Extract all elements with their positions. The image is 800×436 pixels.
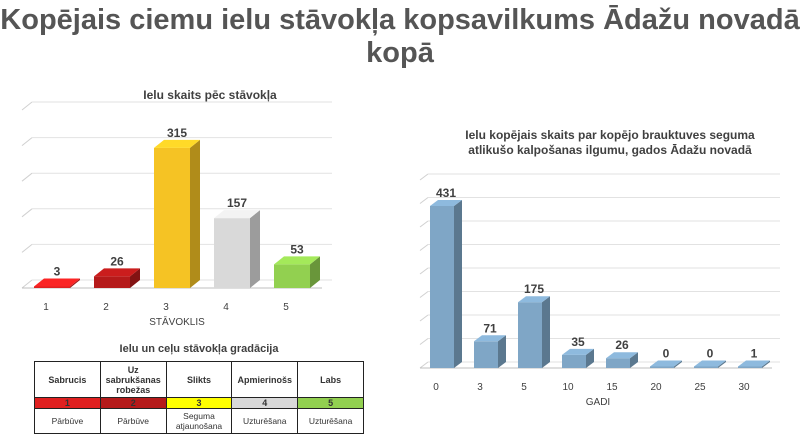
chart2-bar-side [542,296,550,368]
gradation-header-row [35,362,364,398]
chart2-gridline [420,315,428,321]
chart1-tick-label: 5 [283,302,289,313]
chart2-tick-label: 0 [433,382,439,393]
chart2-tick-label: 3 [477,382,483,393]
gradation-action-row [35,409,364,434]
gradation-action: Pārbūve [100,409,166,434]
chart1-data-label: 315 [166,125,188,140]
gradation-level-row [35,398,364,409]
chart2-gridline [420,362,428,368]
gradation-title: Ielu un ceļu stāvokļa gradācija [119,343,279,355]
chart2-data-label: 431 [435,185,457,200]
chart2-bar [650,367,674,369]
gradation-table [34,361,364,434]
gradation-action: Uzturēšana [232,409,298,434]
chart2-tick-label: 10 [562,382,574,393]
gradation-level: 5 [298,398,364,409]
gradation-name: Slikts [166,362,232,398]
chart1-x-axis-title: STĀVOKLIS [149,317,205,328]
gradation-name: Uz sabrukšanas robežas [100,362,166,398]
gradation-level: 3 [166,398,232,409]
chart2-tick-label: 20 [650,382,662,393]
chart2-data-label: 0 [662,346,670,361]
gradation-action: Seguma atjaunošana [166,409,232,434]
chart2-data-label: 175 [523,282,545,297]
chart2-data-label: 1 [750,346,758,361]
chart2-bar [606,358,630,368]
chart2-data-label: 0 [706,346,714,361]
chart1-data-label: 53 [290,242,304,257]
gradation-level: 4 [232,398,298,409]
page-title: Kopējais ciemu ielu stāvokļa kopsavilkums Ādažu novadā kopā [0,4,800,69]
chart2-bar-top [694,361,726,367]
chart2-data-label: 71 [483,321,497,336]
chart2-gridline [420,198,428,204]
chart2-data-label: 26 [615,338,629,353]
chart2-bar-top [650,361,682,367]
gradation-level: 1 [35,398,101,409]
chart2-gridline [420,292,428,298]
chart1-tick-label: 4 [223,302,229,313]
chart2-gridline [420,221,428,227]
chart1-tick-label: 3 [163,302,169,313]
chart2-data-label: 35 [571,334,585,349]
chart2-gridline [420,268,428,274]
chart2-bar-side [454,200,462,368]
gradation-action: Uzturēšana [298,409,364,434]
chart2-tick-label: 25 [694,382,706,393]
chart1-tick-label: 2 [103,302,109,313]
chart2-tick-label: 30 [738,382,750,393]
chart1-data-label: 3 [53,264,61,279]
chart2-x-axis-title: GADI [585,397,611,408]
chart2-bar [474,341,498,368]
chart2-bar [518,302,542,368]
chart1-title: Ielu skaits pēc stāvokļa [143,88,277,102]
gradation-name: Apmierinošs [232,362,298,398]
chart2-bar [738,367,762,369]
chart1-data-label: 157 [226,196,248,211]
chart2-gridline [420,245,428,251]
gradation-name: Labs [298,362,364,398]
chart2-bar [430,206,454,368]
chart2-gridline [420,339,428,345]
chart2-bar-top [738,361,770,367]
chart2-bar [694,367,718,369]
chart1-data-label: 26 [110,254,124,269]
gradation-level: 2 [100,398,166,409]
gradation-action: Pārbūve [35,409,101,434]
gradation-name: Sabrucis [35,362,101,398]
chart2-title: Ielu kopējais skaits par kopējo brauktuves seguma atlikušo kalpošanas ilgumu, gados Ādažu novadā [465,128,755,157]
chart2-bar [562,355,586,368]
chart2-tick-label: 15 [606,382,618,393]
chart1-tick-label: 1 [43,302,49,313]
chart2-gridline [420,174,428,180]
chart2-tick-label: 5 [521,382,527,393]
